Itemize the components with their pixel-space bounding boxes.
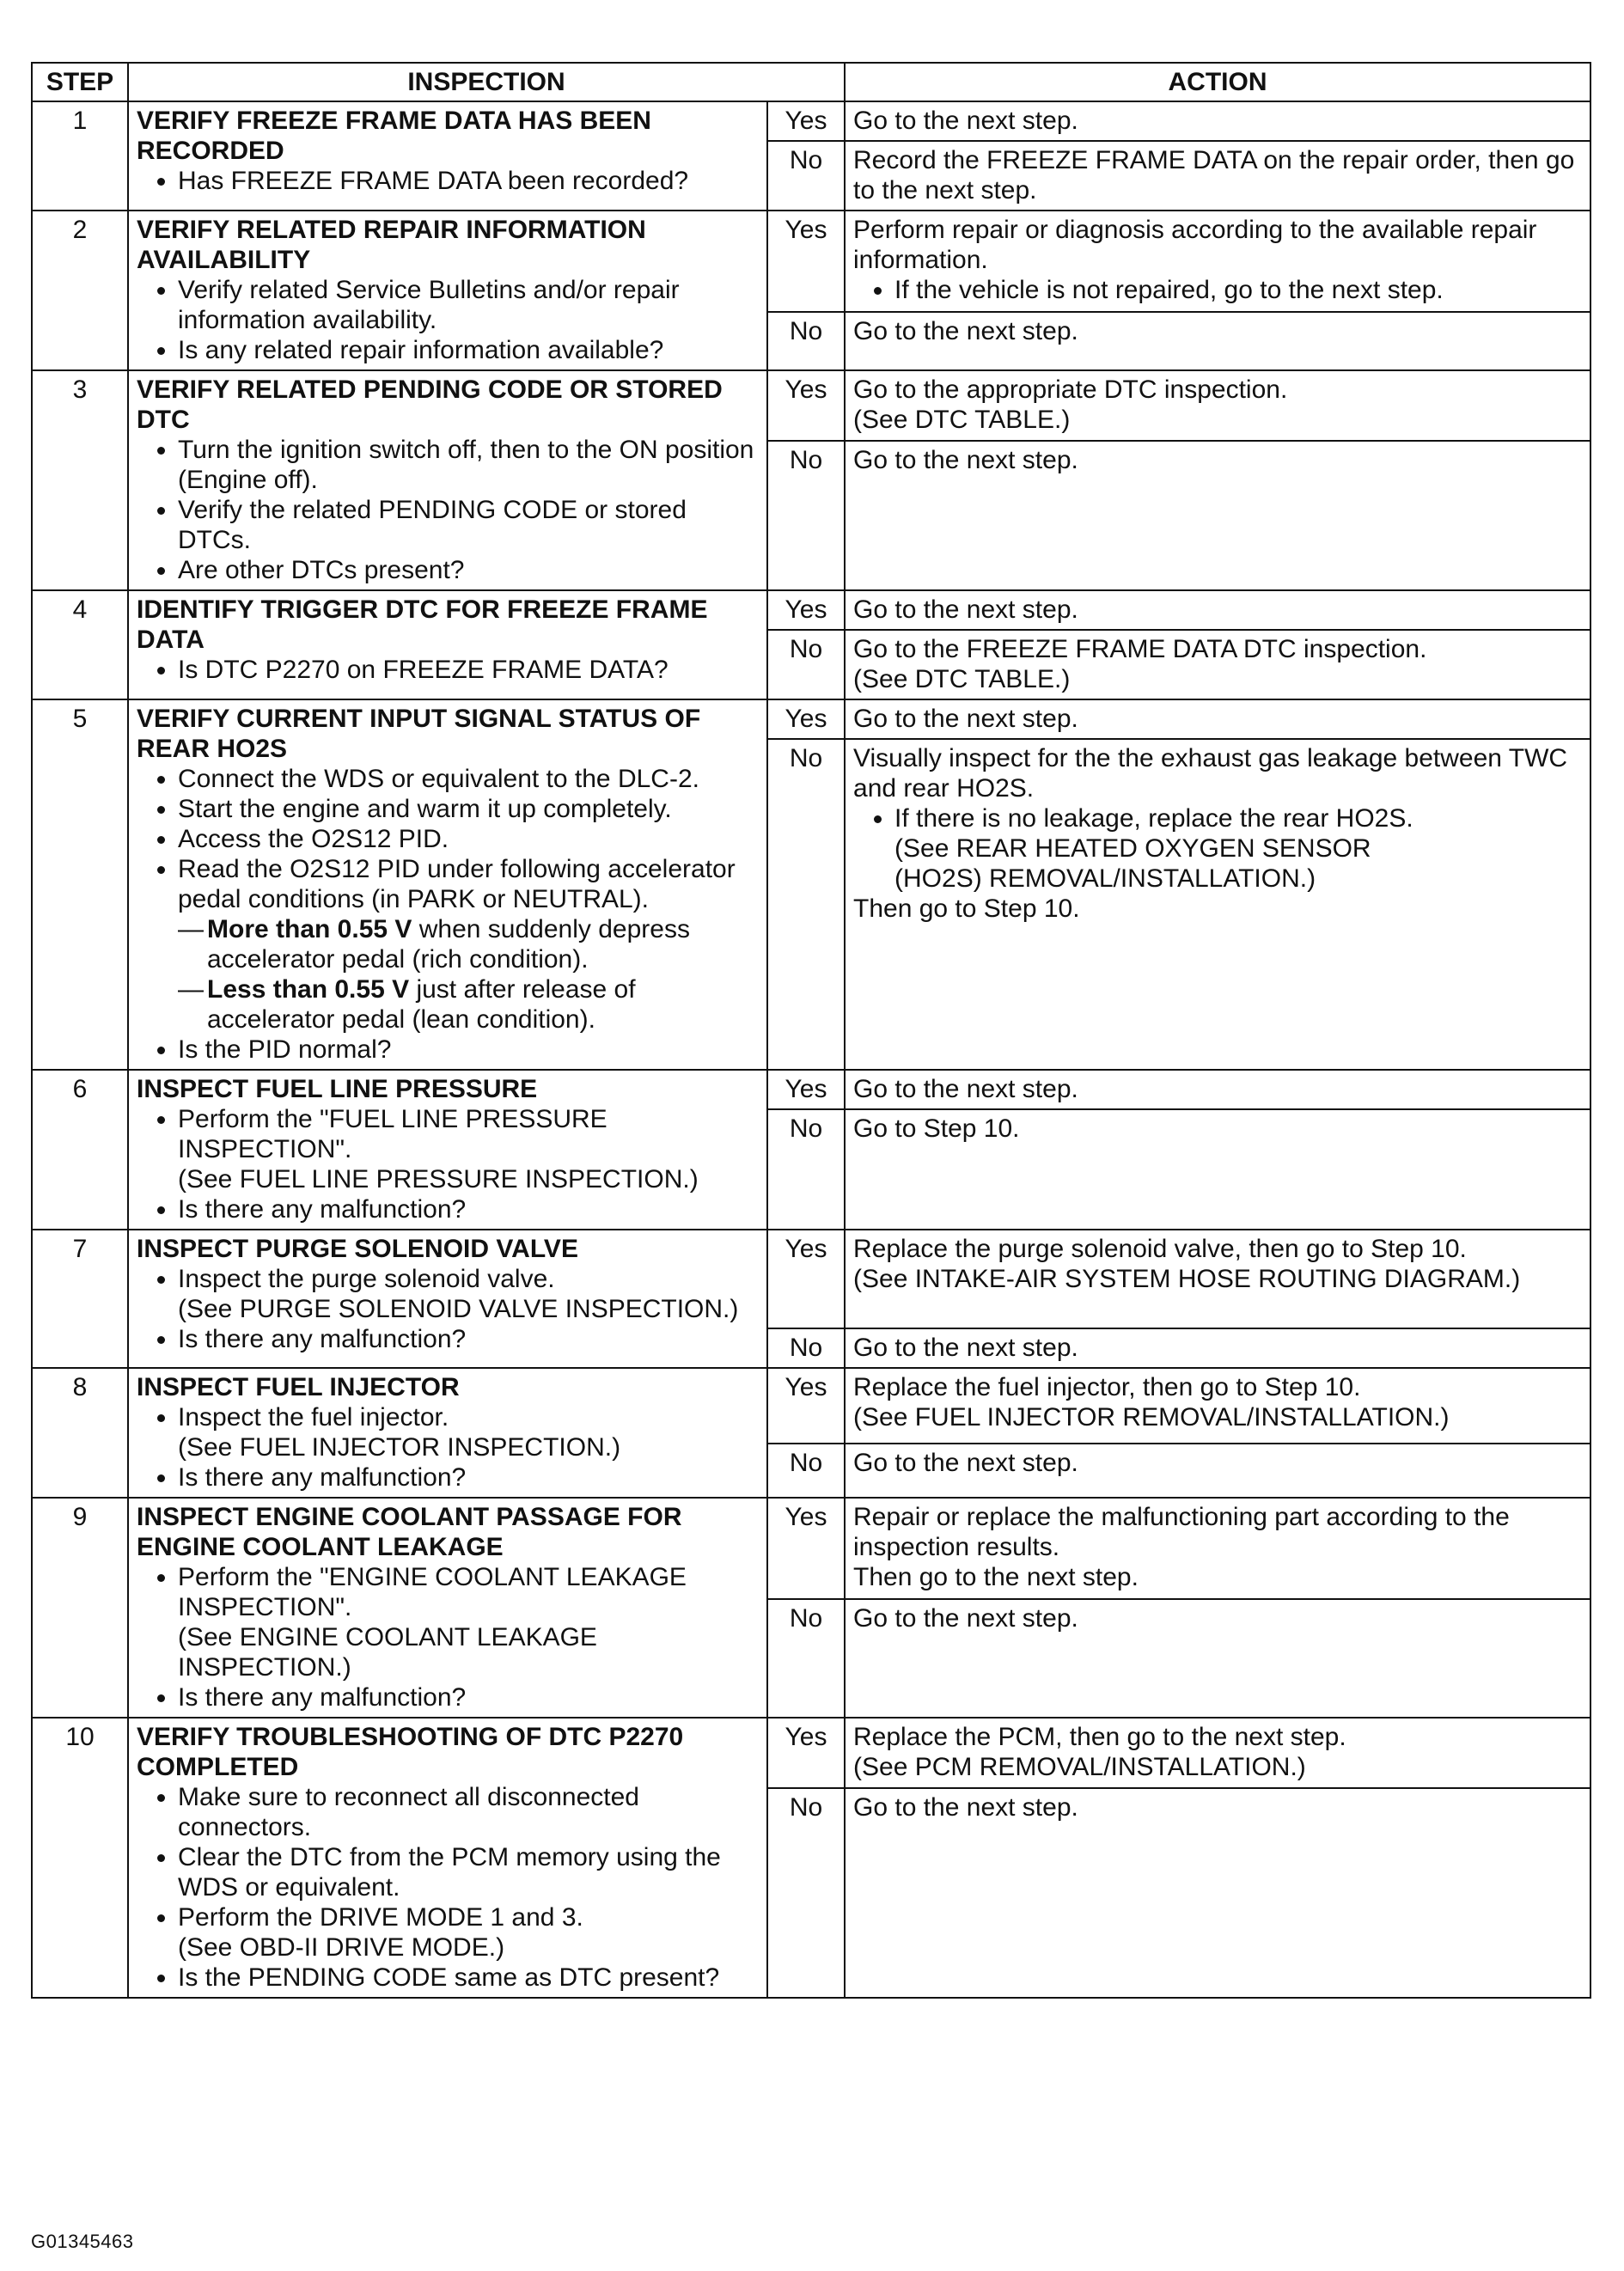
table-row <box>32 590 1590 630</box>
condition-list <box>178 914 759 1035</box>
step-number: 1 <box>32 101 128 211</box>
list-item: • Verify the related PENDING CODE or stored DTCs. <box>178 495 759 555</box>
no-action: Go to the next step. <box>845 1788 1590 1998</box>
inspection-title: VERIFY FREEZE FRAME DATA HAS BEEN RECORDED <box>137 107 651 165</box>
no-action: Go to the next step. <box>845 1599 1590 1718</box>
no-label: No <box>767 1444 845 1498</box>
table-row <box>32 1718 1590 1788</box>
inspection-cell <box>128 1368 767 1498</box>
point-text: • Inspect the fuel injector. <box>178 1403 449 1432</box>
inspection-points <box>137 764 759 1065</box>
yes-action <box>845 1718 1590 1788</box>
list-item: • Is there any malfunction? <box>178 1194 759 1224</box>
action-text: Go to the FREEZE FRAME DATA DTC inspection. <box>853 635 1427 663</box>
yes-label: Yes <box>767 1368 845 1444</box>
action-reference: (See DTC TABLE.) <box>853 406 1071 434</box>
inspection-points <box>137 1104 759 1224</box>
step-number: 8 <box>32 1368 128 1498</box>
list-item: • Start the engine and warm it up completely. <box>178 794 759 824</box>
table-header-row <box>32 63 1590 101</box>
inspection-points <box>137 435 759 585</box>
list-item: • Make sure to reconnect all disconnected connectors. <box>178 1782 759 1842</box>
list-item <box>178 1402 759 1462</box>
action-text: Visually inspect for the the exhaust gas leakage between TWC and rear HO2S. <box>853 744 1568 803</box>
no-label: No <box>767 312 845 370</box>
step-number: 2 <box>32 211 128 370</box>
point-text: Read the O2S12 PID under following accelerator pedal conditions (in PARK or NEUTRAL). <box>178 855 736 913</box>
step-number: 7 <box>32 1230 128 1368</box>
list-item <box>178 854 759 1035</box>
list-item: • Connect the WDS or equivalent to the DLC-2. <box>178 764 759 794</box>
list-item: • Is there any malfunction? <box>178 1324 759 1354</box>
inspection-title: VERIFY CURRENT INPUT SIGNAL STATUS OF REAR HO2S <box>137 705 701 763</box>
no-action: Record the FREEZE FRAME DATA on the repair order, then go to the next step. <box>845 141 1590 211</box>
inspection-title: INSPECT FUEL INJECTOR <box>137 1373 460 1401</box>
action-text: Replace the fuel injector, then go to Step 10. <box>853 1373 1361 1401</box>
point-reference: (See REAR HEATED OXYGEN SENSOR <box>894 834 1371 863</box>
table-row <box>32 699 1590 739</box>
dash-mark: — <box>178 915 204 943</box>
list-item: • Is there any malfunction? <box>178 1462 759 1493</box>
yes-label: Yes <box>767 1230 845 1328</box>
inspection-cell <box>128 370 767 590</box>
list-item: • Is DTC P2270 on FREEZE FRAME DATA? <box>178 655 759 685</box>
action-tail: Then go to Step 10. <box>853 894 1080 923</box>
point-text: • Perform the "ENGINE COOLANT LEAKAGE INSPECTION". <box>178 1563 687 1621</box>
no-label: No <box>767 1788 845 1998</box>
yes-label: Yes <box>767 1070 845 1109</box>
list-item: • Is the PENDING CODE same as DTC present? <box>178 1963 759 1993</box>
inspection-cell <box>128 699 767 1070</box>
no-action: Go to the next step. <box>845 1328 1590 1368</box>
no-label: No <box>767 141 845 211</box>
list-item: • Are other DTCs present? <box>178 555 759 585</box>
inspection-cell <box>128 101 767 211</box>
point-reference: (See ENGINE COOLANT LEAKAGE INSPECTION.) <box>178 1623 597 1682</box>
inspection-points <box>137 1562 759 1712</box>
inspection-cell <box>128 1718 767 1998</box>
inspection-cell <box>128 211 767 370</box>
point-reference: (See OBD-II DRIVE MODE.) <box>178 1933 505 1962</box>
action-text: Perform repair or diagnosis according to the available repair information. <box>853 216 1537 274</box>
yes-label: Yes <box>767 370 845 441</box>
no-action: Go to the next step. <box>845 312 1590 370</box>
table-row <box>32 1368 1590 1444</box>
no-label: No <box>767 441 845 590</box>
yes-label: Yes <box>767 1498 845 1599</box>
action-text: Repair or replace the malfunctioning part according to the inspection results. <box>853 1503 1510 1561</box>
list-item: • Is the PID normal? <box>178 1035 759 1065</box>
list-item <box>178 1902 759 1963</box>
action-text: Replace the purge solenoid valve, then go to Step 10. <box>853 1235 1467 1263</box>
list-item: • Is there any malfunction? <box>178 1682 759 1712</box>
list-item: • Is any related repair information available? <box>178 335 759 365</box>
diagnostic-table <box>31 62 1591 1999</box>
point-reference: (See FUEL INJECTOR INSPECTION.) <box>178 1433 621 1462</box>
step-number: 5 <box>32 699 128 1070</box>
figure-code: G01345463 <box>31 2231 134 2252</box>
no-action: Go to Step 10. <box>845 1109 1590 1230</box>
list-item: • If the vehicle is not repaired, go to the next step. <box>894 275 1582 305</box>
no-label: No <box>767 739 845 1070</box>
inspection-points <box>137 1782 759 1993</box>
no-label: No <box>767 1328 845 1368</box>
yes-label: Yes <box>767 590 845 630</box>
yes-action: Go to the next step. <box>845 1070 1590 1109</box>
inspection-title: VERIFY RELATED REPAIR INFORMATION AVAILABILITY <box>137 216 646 274</box>
list-item <box>178 1264 759 1324</box>
action-tail: Then go to the next step. <box>853 1563 1139 1591</box>
no-action <box>845 630 1590 699</box>
condition-bold: Less than 0.55 V <box>207 975 410 1004</box>
point-text: • Inspect the purge solenoid valve. <box>178 1265 555 1293</box>
yes-label: Yes <box>767 699 845 739</box>
no-label: No <box>767 1599 845 1718</box>
action-reference: (See FUEL INJECTOR REMOVAL/INSTALLATION.) <box>853 1403 1450 1432</box>
table-row <box>32 370 1590 441</box>
list-item: • Clear the DTC from the PCM memory using the WDS or equivalent. <box>178 1842 759 1902</box>
step-number: 9 <box>32 1498 128 1718</box>
inspection-points <box>137 1264 759 1354</box>
point-reference: (See PURGE SOLENOID VALVE INSPECTION.) <box>178 1295 739 1323</box>
yes-action <box>845 1368 1590 1444</box>
yes-label: Yes <box>767 1718 845 1788</box>
list-item: • Access the O2S12 PID. <box>178 824 759 854</box>
step-number: 10 <box>32 1718 128 1998</box>
condition-bold: More than 0.55 V <box>207 915 412 943</box>
table-row <box>32 1498 1590 1599</box>
condition-rest: when suddenly depress accelerator pedal (rich condition). <box>207 915 690 974</box>
yes-action <box>845 1498 1590 1599</box>
step-header: STEP <box>32 63 128 101</box>
no-action: Go to the next step. <box>845 441 1590 590</box>
action-text: Replace the PCM, then go to the next step. <box>853 1723 1346 1751</box>
list-item <box>178 1562 759 1682</box>
action-points <box>853 275 1582 305</box>
yes-action <box>845 1230 1590 1328</box>
yes-label: Yes <box>767 101 845 141</box>
table-row <box>32 1230 1590 1328</box>
step-number: 6 <box>32 1070 128 1230</box>
no-label: No <box>767 1109 845 1230</box>
condition-item <box>178 974 759 1035</box>
condition-item <box>178 914 759 974</box>
table-row <box>32 101 1590 141</box>
yes-action: Go to the next step. <box>845 101 1590 141</box>
yes-action <box>845 370 1590 441</box>
inspection-title: INSPECT ENGINE COOLANT PASSAGE FOR ENGINE COOLANT LEAKAGE <box>137 1503 682 1561</box>
inspection-title: INSPECT FUEL LINE PRESSURE <box>137 1075 538 1103</box>
action-reference: (See INTAKE-AIR SYSTEM HOSE ROUTING DIAGRAM.) <box>853 1265 1521 1293</box>
action-header: ACTION <box>845 63 1590 101</box>
yes-action: Go to the next step. <box>845 699 1590 739</box>
inspection-title: INSPECT PURGE SOLENOID VALVE <box>137 1235 578 1263</box>
list-item <box>894 803 1582 894</box>
no-action <box>845 739 1590 1070</box>
inspection-header: INSPECTION <box>128 63 845 101</box>
inspection-cell <box>128 1230 767 1368</box>
inspection-cell <box>128 590 767 699</box>
no-action: Go to the next step. <box>845 1444 1590 1498</box>
inspection-points <box>137 275 759 365</box>
point-reference: (HO2S) REMOVAL/INSTALLATION.) <box>894 864 1316 893</box>
yes-label: Yes <box>767 211 845 312</box>
list-item: • Verify related Service Bulletins and/or repair information availability. <box>178 275 759 335</box>
action-text: Go to the appropriate DTC inspection. <box>853 375 1288 404</box>
inspection-title: VERIFY RELATED PENDING CODE OR STORED DTC <box>137 375 723 434</box>
list-item <box>178 1104 759 1194</box>
action-points <box>853 803 1582 894</box>
inspection-title: VERIFY TROUBLESHOOTING OF DTC P2270 COMPLETED <box>137 1723 684 1781</box>
table-row <box>32 1070 1590 1109</box>
dash-mark: — <box>178 975 204 1004</box>
inspection-title: IDENTIFY TRIGGER DTC FOR FREEZE FRAME DATA <box>137 595 708 654</box>
action-reference: (See PCM REMOVAL/INSTALLATION.) <box>853 1753 1306 1781</box>
action-reference: (See DTC TABLE.) <box>853 665 1071 693</box>
inspection-cell <box>128 1498 767 1718</box>
inspection-points <box>137 166 759 196</box>
yes-action <box>845 211 1590 312</box>
list-item: • Has FREEZE FRAME DATA been recorded? <box>178 166 759 196</box>
point-text: • Perform the DRIVE MODE 1 and 3. <box>178 1903 583 1932</box>
yes-action: Go to the next step. <box>845 590 1590 630</box>
list-item: • Turn the ignition switch off, then to the ON position (Engine off). <box>178 435 759 495</box>
inspection-cell <box>128 1070 767 1230</box>
point-reference: (See FUEL LINE PRESSURE INSPECTION.) <box>178 1165 699 1193</box>
diagnostic-procedure-sheet <box>31 62 1590 1999</box>
step-number: 4 <box>32 590 128 699</box>
inspection-points <box>137 1402 759 1493</box>
condition-rest: just after release of accelerator pedal (lean condition). <box>207 975 636 1034</box>
step-number: 3 <box>32 370 128 590</box>
inspection-points <box>137 655 759 685</box>
point-text: • Perform the "FUEL LINE PRESSURE INSPECTION". <box>178 1105 607 1163</box>
table-row <box>32 211 1590 312</box>
no-label: No <box>767 630 845 699</box>
point-text: • If there is no leakage, replace the rear HO2S. <box>894 804 1413 833</box>
